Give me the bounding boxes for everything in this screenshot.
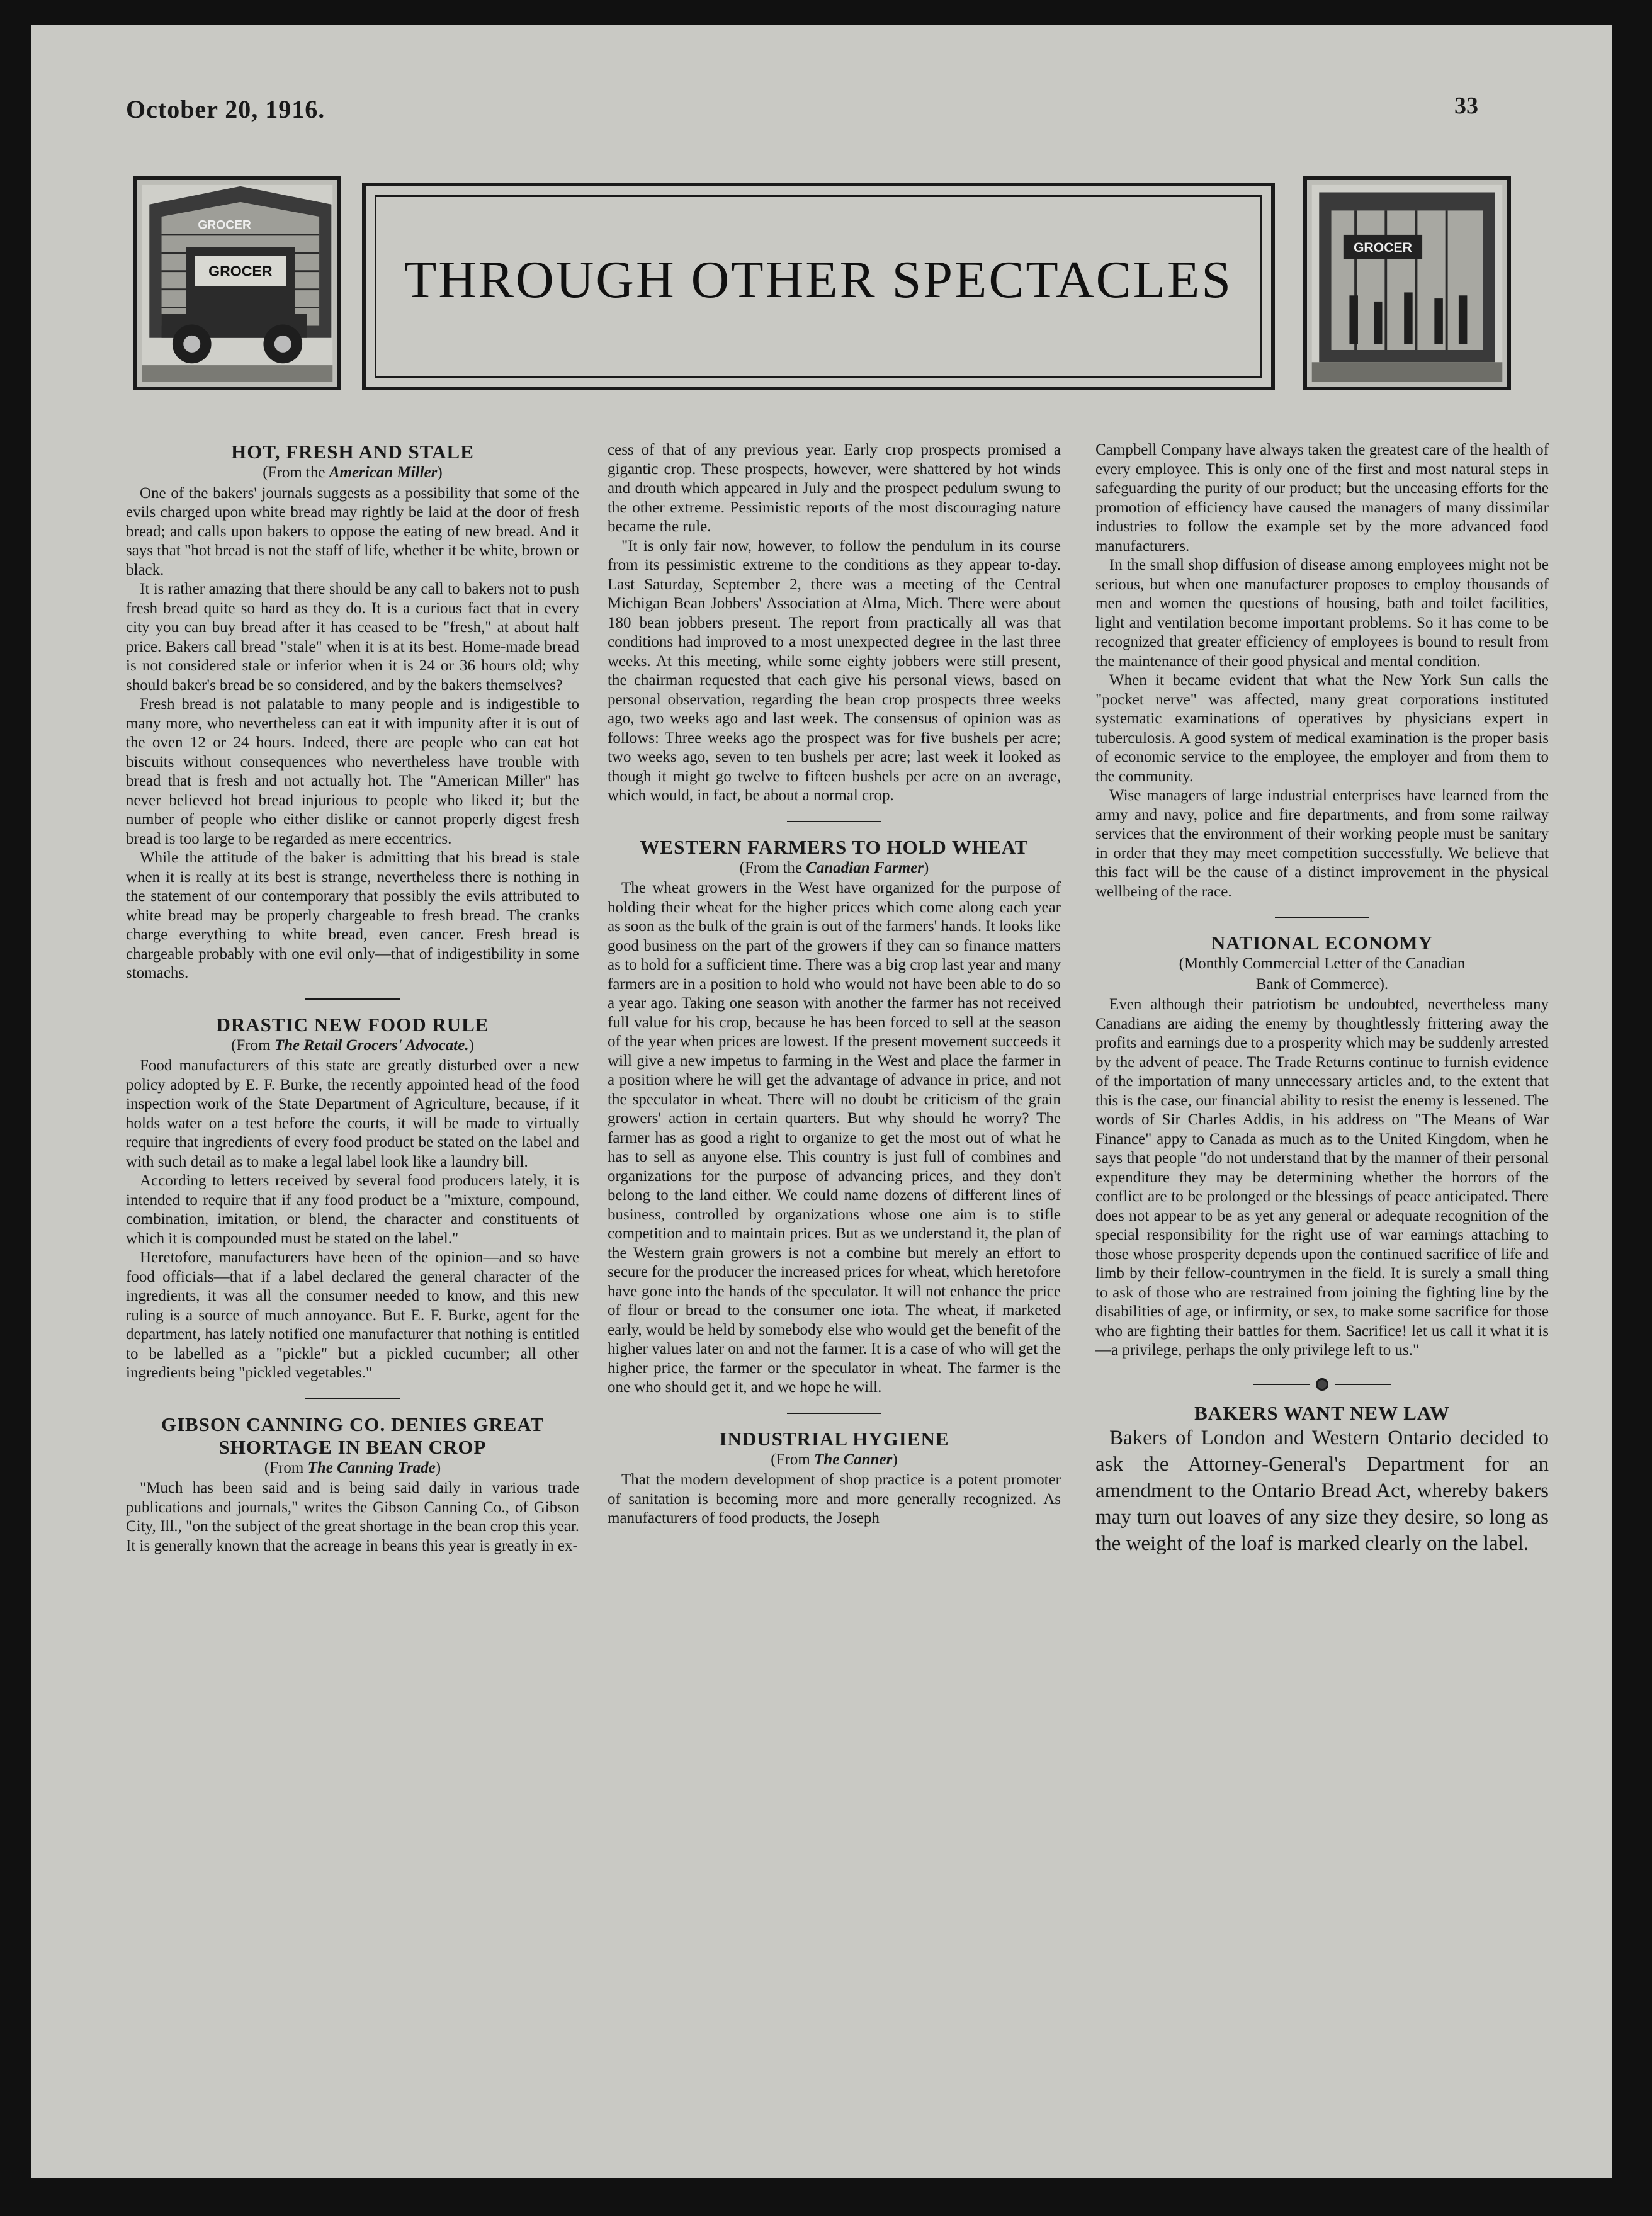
truck-sign-text: GROCER: [208, 263, 273, 280]
page-number: 33: [1454, 93, 1478, 119]
article-title-hygiene: INDUSTRIAL HYGIENE: [719, 1427, 949, 1450]
article-source: (From The Canning Trade): [264, 1459, 441, 1476]
article-title-western: WESTERN FARMERS TO HOLD WHEAT: [640, 835, 1029, 858]
ornament-divider: [1253, 1378, 1391, 1391]
article-source: (From the American Miller): [263, 464, 443, 481]
article-title-bakers-law: BAKERS WANT NEW LAW: [1194, 1401, 1450, 1424]
running-head-date: October 20, 1916.: [126, 95, 325, 123]
article-paragraph: In the small shop diffusion of disease among employees might not be serious, but when one manufacturer proposes to employ thousands of men and women the questions of housing, bath and toilet facilities, light and ventilation become important problems. So it has come to be recognized that greater efficiency of employees is bound to result from the maintenance of their good physical and mental condition.: [1095, 557, 1549, 670]
store-sign-text: GROCER: [1353, 240, 1412, 255]
magazine-page: [31, 25, 1612, 2178]
article-paragraph: It is rather amazing that there should be any call to bakers not to push fresh bread quite so hard as they do. It is a curious fact that in every city you can buy bread after it has ceased to be "fresh," at about half price. Bakers call bread "stale" when it is at its best. Home-made bread is not considered stale or inferior when it is 24 or 36 hours old; why should baker's bread be so considered, and by the bakers themselves?: [126, 580, 579, 694]
column-2: [608, 441, 1061, 1529]
section-title: THROUGH OTHER SPECTACLES: [404, 251, 1233, 309]
section-divider: [1275, 917, 1369, 918]
article-paragraph: Fresh bread is not palatable to many people and is indigestible to many more, who nevertheless can eat it with impunity after it is out of the oven 12 or 24 hours. Indeed, there are people who can eat hot biscuits without consequences who nevertheless have trouble with bread that is fresh and not actually hot. The "American Miller" has never believed hot bread injurious to people who liked it; but the number of people who either dislike or cannot properly digest fresh bread is too large to be regarded as mere eccentrics.: [126, 696, 579, 847]
article-paragraph: Food manufacturers of this state are greatly disturbed over a new policy adopted by E. F. Burke, the recently appointed head of the food inspection work of the State Department of Agriculture, because, if it holds water on a test before the courts, it will be made to virtually require that ingredients of every food product be stated on the label and with such detail as to make a legal label look like a laundry bill.: [126, 1057, 579, 1170]
article-paragraph: One of the bakers' journals suggests as a possibility that some of the evils charged upon white bread may rightly be laid at the door of fresh bread; and calls upon bakers to oppose the eating of new bread. And it says that "hot bread is not the staff of life, whether it be white, brown or black.: [126, 484, 579, 579]
article-paragraph: While the attitude of the baker is admitting that his bread is stale when it is really at its best is strange, nevertheless there is nothing in the statement of our contemporary that possibly the evils attributed to white bread may be properly chargeable to fresh bread. The cranks charge everything to white bread, even cancer. Fresh bread is chargeable probably with one evil only—that of indigestibility in some stomachs.: [126, 849, 579, 981]
grocery-store-illustration: [1303, 176, 1511, 390]
article-title-national: NATIONAL ECONOMY: [1211, 932, 1434, 954]
article-source: (From The Retail Grocers' Advocate.): [231, 1036, 474, 1054]
article-source: (From the Canadian Farmer): [739, 859, 929, 876]
article-paragraph: Wise managers of large industrial enterprises have learned from the army and navy, police and fire departments, and from some railway services that the environment of their working people must be sanitary in order that they may meet competition successfully. We believe that this fact will be the cause of a distinct improvement in the physical wellbeing of the race.: [1095, 787, 1549, 900]
article-paragraph: That the modern development of shop practice is a potent promoter of sanitation is becoming more and more generally recognized. As manufacturers of food products, the Joseph: [608, 1471, 1061, 1527]
article-source-line: (Monthly Commercial Letter of the Canadian: [1179, 955, 1466, 972]
section-divider: [305, 998, 400, 1000]
article-source: (From The Canner): [771, 1450, 898, 1468]
article-title-drastic: DRASTIC NEW FOOD RULE: [216, 1013, 489, 1036]
article-paragraph: Even although their patriotism be undoubted, nevertheless many Canadians are aiding the enemy by thoughtlessly frittering away the profits and earnings due to a prosperity which may be suddenly arrested by the advent of peace. The Trade Returns continue to furnish evidence of the importation of many unnecessary articles and, to the extent that this is the case, our financial ability to resist the enemy is lessened. The words of Sir Charles Addis, in his address on "The Means of War Finance" appy to Canada as much as to the United Kingdom, when he says that people "do not understand that by the manner of their personal expenditure they may be determining whether the horrors of the conflict are to be prolonged or the blessings of peace anticipated. There does not appear to be as yet any general or adequate recognition of the special responsibility for the right use of war earnings attaching to those whose prosperity depends upon the continued sacrifice of life and limb by their fellow-countrymen in the field. It is surely a small thing to ask of those who are restrained from joining the fighting line by the disabilities of age, or infirmity, or sex, to make some sacrifice for those who are fighting their battles for them. Sacrifice! let us call it what it is—a privilege, perhaps the only privilege left to us.": [1095, 996, 1549, 1359]
column-3: [1095, 441, 1549, 1557]
article-paragraph: When it became evident that what the New York Sun calls the "pocket nerve" was affected, many great corporations instituted systematic examinations of operatives by physicians expert in tuberculosis. A good system of medical examination is the proper basis of economic service to the employee, the employer and from them to the community.: [1095, 672, 1549, 785]
article-paragraph: cess of that of any previous year. Early crop prospects promised a gigantic crop. These prospects, however, were shattered by hot winds and drouth which appeared in July and the prospect pedulum swung to the other extreme. Pessimistic reports of the most discouraging nature became the rule.: [608, 441, 1061, 535]
article-paragraph: Campbell Company have always taken the greatest care of the health of every employee. This is only one of the first and most natural steps in safeguarding the purity of our product; but the unceasing efforts for the promotion of efficiency have caused the managers of many dissimilar industries to follow the example set by the more advanced food manufacturers.: [1095, 441, 1549, 555]
article-source-line: Bank of Commerce).: [1255, 975, 1389, 993]
article-paragraph: Heretofore, manufacturers have been of the opinion—and so have food officials—that if a label declared the general character of the ingredients, it was all the consumer needed to know, and this new ruling is a source of much annoyance. But E. F. Burke, agent for the department, has lately notified one manufacturer that nothing is entitled to be labelled as a "pickle" but a pickled cucumber; all other ingredients being "pickled vegetables.": [126, 1249, 579, 1381]
article-title-hot-fresh: HOT, FRESH AND STALE: [231, 441, 474, 463]
section-divider: [787, 821, 881, 822]
section-divider: [305, 1398, 400, 1399]
column-1: [126, 441, 579, 1556]
store-sign-text: GROCER: [198, 218, 251, 232]
article-paragraph: "It is only fair now, however, to follow the pendulum in its course from its pessimistic extreme to the conditions as they appear to-day. Last Saturday, September 2, there was a meeting of the Central Michigan Bean Jobbers' Association at Alma, Mich. There were about 180 bean jobbers present. The report from practically all was that conditions had improved to a most unexpected degree in the last three weeks. At this meeting, while some eighty jobbers were still present, the chairman requested that each give his personal views, based on personal observation, regarding the bean crop prospects three weeks ago, two weeks ago and last week. The consensus of opinion was as follows: Three weeks ago the prospect was for five bushels per acre; two weeks ago, seven to ten bushels per acre; last week it looked as though it might go twelve to fifteen bushels per acre on an average, which would, in fact, be about a normal crop.: [608, 537, 1061, 804]
grocer-truck-illustration: [133, 176, 341, 390]
article-paragraph: According to letters received by several food producers lately, it is intended to require that if any food product be a "mixture, compound, combination, imitation, or blend, the character and constituents of which it is compounded must be stated on the label.": [126, 1172, 579, 1247]
article-paragraph: The wheat growers in the West have organized for the purpose of holding their wheat for the higher prices which come along each year as soon as the bulk of the grain is out of the farmers' hands. It looks like good business on the part of the growers if they can so finance matters as to hold for a sufficient time. There was a big crop last year and many farmers are in a position to hold who would not have been able to do so a year ago. Taking one season with another the farmer has not received full value for his crop, because he has been forced to sell at the season of the year when prices are lowest. If the present movement succeeds it will give a new impetus to farming in the West and place the farmer in a position where he will get the advantage of advance in price, and not the speculator in wheat. There will no doubt be criticism of the grain growers' action in certain quarters. But why should he worry? The farmer has as good a right to organize to get the most out of what he has to sell as anyone else. This country is just full of combines and organizations for the purpose of advancing prices, and they don't belong to the land either. We could name dozens of different lines of business, controlled by organizations whose one aim is to stifle competition and to maintain prices. But as we understand it, the plan of the Western grain growers is not a combine but merely an effort to secure for the producer the increased prices for wheat, which heretofore have gone into the hands of the speculator. It will not enhance the price of flour or bread to the consumer one iota. The wheat, if marketed early, would be held by somebody else who would get the benefit of the higher values later on and not the farmer. It is a case of who will get the higher price, the farmer or the speculator in wheat. The farmer is the one who should get it, and we hope he will.: [608, 879, 1061, 1396]
article-paragraph: "Much has been said and is being said daily in various trade publications and journals," writes the Gibson Canning Co., of Gibson City, Ill., "on the subject of the great shortage in the bean crop this year. It is generally known that the acreage in beans this year is greatly in ex-: [126, 1479, 579, 1554]
article-body: [1095, 1425, 1549, 1557]
article-paragraph: Bakers of London and Western Ontario decided to ask the Attorney-General's Department for an amendment to the Ontario Bread Act, whereby bakers may turn out loaves of any size they desire, so long as the weight of the loaf is marked clearly on the label.: [1095, 1426, 1549, 1555]
section-divider: [787, 1413, 881, 1414]
article-title-gibson: GIBSON CANNING CO. DENIES GREAT SHORTAGE IN BEAN CROP: [161, 1413, 545, 1458]
section-banner: [362, 183, 1275, 390]
